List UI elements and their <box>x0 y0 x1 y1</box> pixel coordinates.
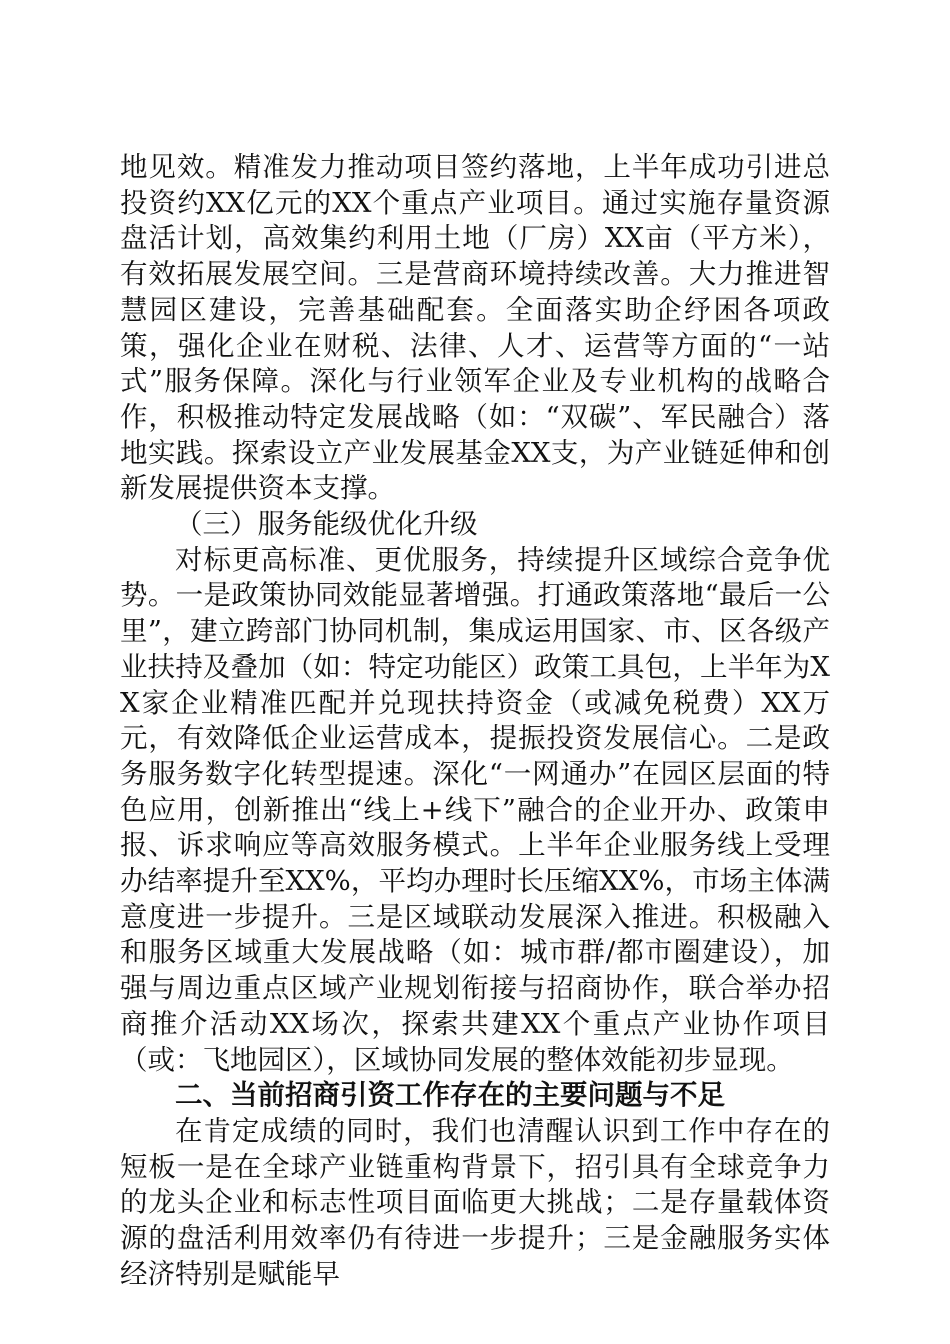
section-heading-problems: 二、当前招商引资工作存在的主要问题与不足 <box>175 1079 725 1112</box>
document-page <box>120 150 830 1293</box>
body-paragraph-problems: 在肯定成绩的同时，我们也清醒认识到工作中存在的短板一是在全球产业链重构背景下，招引具有全球竞争力的龙头企业和标志性项目面临更大挑战；二是存量载体资源的盘活利用效率仍有待进一步提升；三是金融服务实体经济特别是赋能早 <box>120 1114 830 1290</box>
body-paragraph-service-upgrade: 对标更高标准、更优服务，持续提升区域综合竞争优势。一是政策协同效能显著增强。打通政策落地“最后一公里”，建立跨部门协同机制，集成运用国家、市、区各级产业扶持及叠加（如：特定功能区）政策工具包，上半年为XX家企业精准匹配并兑现扶持资金（或减免税费）XX万元，有效降低企业运营成本，提振投资发展信心。二是政务服务数字化转型提速。深化“一网通办”在园区层面的特色应用，创新推出“线上+线下”融合的企业开办、政策申报、诉求响应等高效服务模式。上半年企业服务线上受理办结率提升至XX%，平均办理时长压缩XX%，市场主体满意度进一步提升。三是区域联动发展深入推进。积极融入和服务区域重大发展战略（如：城市群/都市圈建设），加强与周边重点区域产业规划衔接与招商协作，联合举办招商推介活动XX场次，探索共建XX个重点产业协作项目（或：飞地园区），区域协同发展的整体效能初步显现。 <box>120 543 830 1076</box>
section-subheading-service-upgrade: （三）服务能级优化升级 <box>175 508 478 541</box>
body-paragraph-achievements: 地见效。精准发力推动项目签约落地，上半年成功引进总投资约XX亿元的XX个重点产业项目。通过实施存量资源盘活计划，高效集约利用土地（厂房）XX亩（平方米），有效拓展发展空间。三是营商环境持续改善。大力推进智慧园区建设，完善基础配套。全面落实助企纾困各项政策，强化企业在财税、法律、人才、运营等方面的“一站式”服务保障。深化与行业领军企业及专业机构的战略合作，积极推动特定发展战略（如：“双碳”、军民融合）落地实践。探索设立产业发展基金XX支，为产业链延伸和创新发展提供资本支撑。 <box>120 151 830 505</box>
